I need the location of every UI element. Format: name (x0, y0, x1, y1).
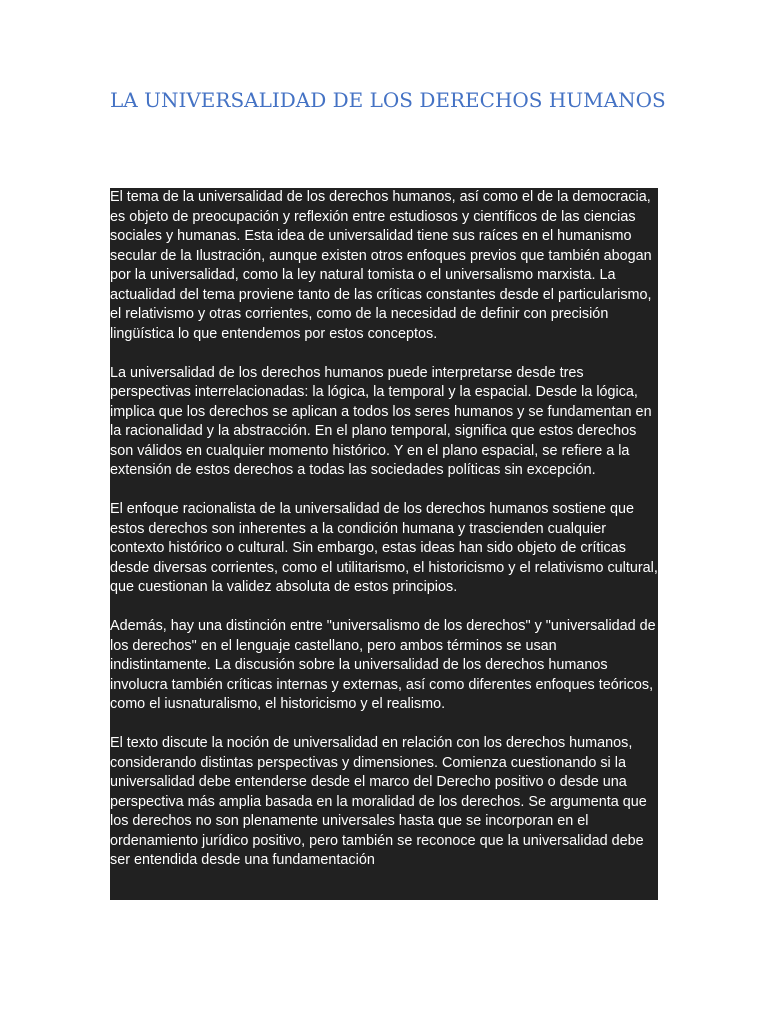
paragraph-5: El texto discute la noción de universalidad en relación con los derechos humanos, considerando distintas perspectivas y dimensiones. Comienza cuestionando si la universalidad debe entenderse desde el marco del Derecho positivo o desde una perspectiva más amplia basada en la moralidad de los derechos. Se argumenta que los derechos no son plenamente universales hasta que se incorporan en el ordenamiento jurídico positivo, pero también se reconoce que la universalidad debe ser entendida desde una fundamentación (110, 735, 647, 868)
body-text-block (110, 188, 658, 900)
document-title: LA UNIVERSALIDAD DE LOS DERECHOS HUMANOS (110, 88, 666, 112)
paragraph-2: La universalidad de los derechos humanos puede interpretarse desde tres perspectivas interrelacionadas: la lógica, la temporal y la espacial. Desde la lógica, implica que los derechos se aplican a todos los seres humanos y se fundamentan en la racionalidad y la abstracción. En el plano temporal, significa que estos derechos son válidos en cualquier momento histórico. Y en el plano espacial, se refiere a la extensión de estos derechos a todas las sociedades políticas sin excepción. (110, 364, 652, 478)
paragraph-4: Además, hay una distinción entre "universalismo de los derechos" y "universalidad de los derechos" en el lenguaje castellano, pero ambos términos se usan indistintamente. La discusión sobre la universalidad de los derechos humanos involucra también críticas internas y externas, así como diferentes enfoques teóricos, como el iusnaturalismo, el historicismo y el realismo. (110, 618, 656, 712)
paragraph-3: El enfoque racionalista de la universalidad de los derechos humanos sostiene que estos derechos son inherentes a la condición humana y trascienden cualquier contexto histórico o cultural. Sin embargo, estas ideas han sido objeto de críticas desde diversas corrientes, como el utilitarismo, el historicismo y el relativismo cultural, que cuestionan la validez absoluta de estos principios. (110, 501, 658, 595)
paragraph-1: El tema de la universalidad de los derechos humanos, así como el de la democracia, es objeto de preocupación y reflexión entre estudiosos y científicos de las ciencias sociales y humanas. Esta idea de universalidad tiene sus raíces en el humanismo secular de la Ilustración, aunque existen otros enfoques previos que también abogan por la universalidad, como la ley natural tomista o el universalismo marxista. La actualidad del tema proviene tanto de las críticas constantes desde el particularismo, el relativismo y otras corrientes, como de la necesidad de definir con precisión lingüística lo que entendemos por estos conceptos. (110, 189, 652, 342)
